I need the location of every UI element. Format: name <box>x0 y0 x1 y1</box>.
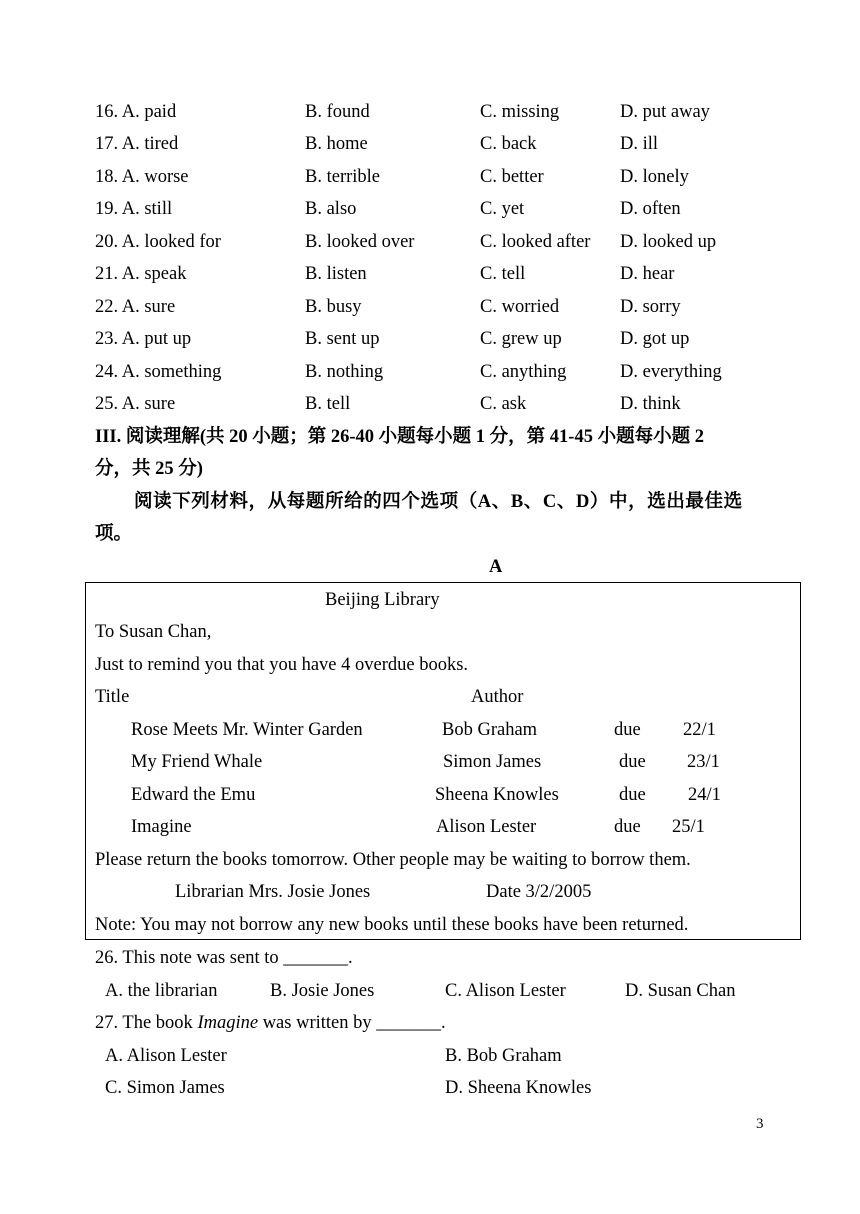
option-c: C. anything <box>480 362 567 382</box>
option-b: B. found <box>305 102 370 122</box>
question-options-row <box>0 296 860 328</box>
book-author: Alison Lester <box>436 817 537 837</box>
section-instruction-cont: 项。 <box>95 524 133 544</box>
book-author: Bob Graham <box>442 720 538 740</box>
section-heading: III. 阅读理解(共 20 小题；第 26-40 小题每小题 1 分，第 41-45 小题每小题 2 <box>95 427 704 447</box>
notice-date: Date 3/2/2005 <box>486 882 592 902</box>
q27-option-c: C. Simon James <box>105 1078 225 1098</box>
notice-reminder: Just to remind you that you have 4 overdue books. <box>95 655 469 675</box>
book-title: Rose Meets Mr. Winter Garden <box>131 720 363 740</box>
q27-option-b: B. Bob Graham <box>445 1046 562 1066</box>
option-d: D. got up <box>620 329 690 349</box>
option-b: B. looked over <box>305 232 415 252</box>
option-d: D. everything <box>620 362 722 382</box>
title-header: Title <box>95 687 130 707</box>
option-b: B. also <box>305 199 357 219</box>
book-due-label: due <box>614 817 641 837</box>
question-options-row <box>0 393 860 425</box>
question-options-row <box>0 263 860 295</box>
q26-option-d: D. Susan Chan <box>625 981 736 1001</box>
q26-option-c: C. Alison Lester <box>445 981 566 1001</box>
question-options-row <box>0 101 860 133</box>
question-options-row <box>0 198 860 230</box>
book-author: Simon James <box>443 752 542 772</box>
option-b: B. busy <box>305 297 362 317</box>
option-a: 21. A. speak <box>95 264 187 284</box>
question-options-row <box>0 133 860 165</box>
option-c: C. missing <box>480 102 560 122</box>
option-a: 25. A. sure <box>95 394 176 414</box>
option-a: 24. A. something <box>95 362 222 382</box>
q26-option-b: B. Josie Jones <box>270 981 375 1001</box>
option-c: C. yet <box>480 199 525 219</box>
book-title: My Friend Whale <box>131 752 263 772</box>
book-due-date: 22/1 <box>683 720 716 740</box>
option-b: B. home <box>305 134 368 154</box>
notice-recipient: To Susan Chan, <box>95 622 212 642</box>
option-d: D. sorry <box>620 297 681 317</box>
option-d: D. hear <box>620 264 675 284</box>
option-d: D. think <box>620 394 681 414</box>
option-d: D. often <box>620 199 681 219</box>
q26-option-a: A. the librarian <box>105 981 218 1001</box>
book-due-label: due <box>619 785 646 805</box>
option-c: C. better <box>480 167 544 187</box>
option-c: C. ask <box>480 394 527 414</box>
question-options-row <box>0 231 860 263</box>
book-due-label: due <box>619 752 646 772</box>
section-heading-cont: 分，共 25 分) <box>95 459 203 479</box>
q27-stem-end: was written by _______. <box>258 1013 446 1033</box>
book-due-date: 23/1 <box>687 752 720 772</box>
notice-footnote: Note: You may not borrow any new books until these books have been returned. <box>95 915 689 935</box>
option-b: B. listen <box>305 264 367 284</box>
option-a: 19. A. still <box>95 199 173 219</box>
q27-option-a: A. Alison Lester <box>105 1046 227 1066</box>
option-d: D. ill <box>620 134 659 154</box>
option-d: D. lonely <box>620 167 689 187</box>
option-d: D. put away <box>620 102 710 122</box>
option-c: C. tell <box>480 264 526 284</box>
book-author: Sheena Knowles <box>435 785 559 805</box>
option-a: 16. A. paid <box>95 102 177 122</box>
return-request: Please return the books tomorrow. Other people may be waiting to borrow them. <box>95 850 691 870</box>
section-instruction: 阅读下列材料，从每题所给的四个选项（A、B、C、D）中，选出最佳选 <box>134 492 743 512</box>
option-b: B. nothing <box>305 362 384 382</box>
option-c: C. looked after <box>480 232 591 252</box>
page-number: 3 <box>756 1116 764 1132</box>
author-header: Author <box>471 687 524 707</box>
question-27-stem <box>95 1012 446 1034</box>
book-title: Edward the Emu <box>131 785 256 805</box>
passage-label: A <box>489 557 503 577</box>
option-b: B. sent up <box>305 329 380 349</box>
option-a: 23. A. put up <box>95 329 192 349</box>
option-c: C. back <box>480 134 537 154</box>
book-due-date: 25/1 <box>672 817 705 837</box>
q27-book-title: Imagine <box>197 1013 259 1033</box>
q27-stem-start: 27. The book <box>95 1013 198 1033</box>
question-options-row <box>0 328 860 360</box>
option-b: B. tell <box>305 394 351 414</box>
option-a: 18. A. worse <box>95 167 189 187</box>
question-26-stem: 26. This note was sent to _______. <box>95 948 353 968</box>
option-c: C. grew up <box>480 329 562 349</box>
book-due-date: 24/1 <box>688 785 721 805</box>
option-a: 22. A. sure <box>95 297 176 317</box>
librarian-signature: Librarian Mrs. Josie Jones <box>175 882 371 902</box>
option-d: D. looked up <box>620 232 717 252</box>
book-title: Imagine <box>131 817 192 837</box>
q27-option-d: D. Sheena Knowles <box>445 1078 592 1098</box>
question-options-row <box>0 361 860 393</box>
option-c: C. worried <box>480 297 560 317</box>
option-a: 20. A. looked for <box>95 232 221 252</box>
question-options-row <box>0 166 860 198</box>
library-name: Beijing Library <box>325 590 440 610</box>
option-b: B. terrible <box>305 167 381 187</box>
option-a: 17. A. tired <box>95 134 179 154</box>
book-due-label: due <box>614 720 641 740</box>
